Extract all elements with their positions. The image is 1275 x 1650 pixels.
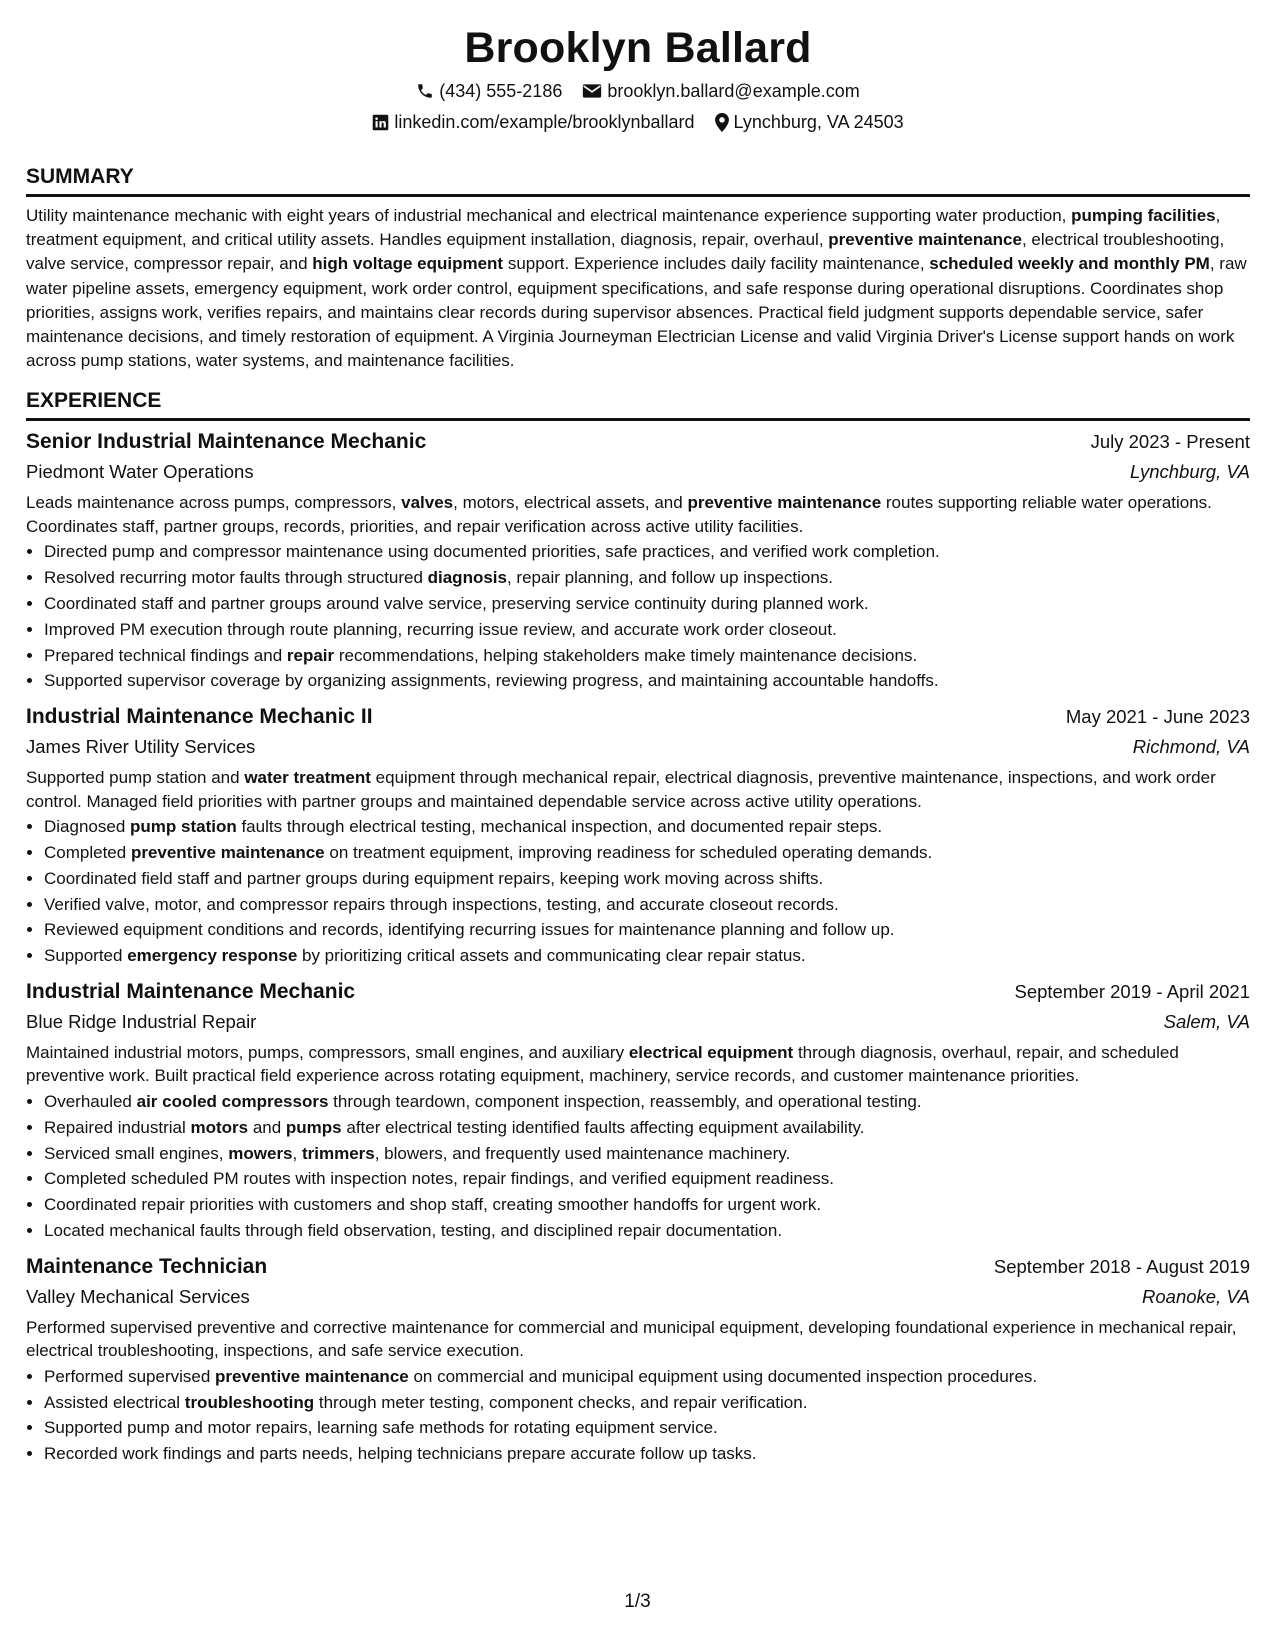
job-bullet-text: Completed scheduled PM routes with inspection notes, repair findings, and verified equipment readiness.: [44, 1169, 835, 1189]
job-dates: September 2019 - April 2021: [1014, 980, 1250, 1002]
job-bullet-text: Resolved recurring motor faults through structured: [44, 568, 428, 588]
job-location: Roanoke, VA: [1142, 1285, 1250, 1307]
envelope-icon: [582, 83, 602, 99]
job-location: Richmond, VA: [1132, 736, 1250, 758]
job-bullets: [26, 814, 1250, 969]
job-company: James River Utility Services: [26, 736, 256, 758]
job-bullet-text: Coordinated field staff and partner groups during equipment repairs, keeping work moving across shifts.: [44, 868, 824, 888]
job-bullet-emphasis: troubleshooting: [184, 1392, 315, 1412]
summary-emphasis: pumping facilities: [1071, 206, 1216, 225]
job-description-emphasis: water treatment: [244, 768, 371, 788]
location-contact: [715, 109, 904, 135]
job-bullet: [44, 917, 1250, 943]
location-text: Lynchburg, VA 24503: [733, 112, 904, 132]
job-description-text: Performed supervised preventive and corrective maintenance for commercial and municipal equipment, developing foundational experience in mechanical repair, electrical troubleshooting, inspections, and safe service execution.: [26, 1317, 1237, 1361]
summary-text: , treatment equipment, and critical utility assets. Handles equipment installation, diagnosis, repair, overhaul,: [26, 206, 1221, 250]
job-bullet-emphasis: preventive maintenance: [215, 1366, 409, 1386]
candidate-name: Brooklyn Ballard: [464, 24, 812, 72]
summary-text: Utility maintenance mechanic with eight years of industrial mechanical and electrical maintenance experience supporting water production,: [26, 206, 1072, 225]
linkedin-contact[interactable]: [372, 109, 694, 135]
job-description: [26, 1316, 1250, 1363]
job-bullet: [44, 591, 1250, 617]
job-bullet-text: Diagnosed: [44, 817, 131, 837]
job-bullet-text: Directed pump and compressor maintenance using documented priorities, safe practices, and verified work completion.: [44, 542, 940, 562]
job-bullet-text: Supported: [44, 946, 128, 966]
job-subheader: [26, 1282, 1250, 1312]
contact-row-primary: [26, 78, 1250, 104]
job-bullet: [44, 1141, 1250, 1167]
job-bullet: [44, 565, 1250, 591]
job-bullet: [44, 1089, 1250, 1115]
job-bullet-text: Reviewed equipment conditions and records, identifying recurring issues for maintenance planning and follow up.: [44, 920, 895, 940]
job-bullet-emphasis: preventive maintenance: [130, 843, 325, 862]
job-title: Maintenance Technician: [26, 1254, 268, 1278]
job-bullet-text: through meter testing, component checks, and repair verification.: [314, 1392, 808, 1412]
linkedin-text[interactable]: linkedin.com/example/brooklynballard: [394, 112, 695, 132]
contact-row-secondary: [26, 109, 1250, 135]
experience-section: [26, 387, 1250, 1467]
job-bullet-emphasis: mowers: [228, 1143, 293, 1163]
job-bullet-text: ,: [292, 1143, 302, 1163]
job-dates: July 2023 - Present: [1090, 431, 1250, 453]
job-bullet: [44, 866, 1250, 892]
job-description-text: equipment through mechanical repair, electrical diagnosis, preventive maintenance, inspections, and work order control. Managed field priorities with partner groups and maintained dependable service across active utility operations.: [26, 768, 1216, 811]
email-contact[interactable]: [582, 78, 859, 104]
job-bullet-text: Supported pump and motor repairs, learning safe methods for rotating equipment service.: [44, 1418, 718, 1438]
job-bullet-text: Completed: [44, 843, 131, 862]
job-bullet: [44, 943, 1250, 969]
job-bullet-text: Repaired industrial: [44, 1117, 191, 1137]
job-description: [26, 1041, 1250, 1088]
job-bullet-text: Coordinated repair priorities with customers and shop staff, creating smoother handoffs for urgent work.: [44, 1195, 822, 1215]
job-subheader: [26, 457, 1250, 487]
job-bullet-text: Verified valve, motor, and compressor repairs through inspections, testing, and accurate closeout records.: [44, 894, 839, 914]
job-description-text: Leads maintenance across pumps, compressors,: [26, 493, 402, 513]
job-bullet: [44, 1115, 1250, 1141]
summary-emphasis: preventive maintenance: [828, 230, 1022, 250]
job-bullet-text: Assisted electrical: [44, 1392, 185, 1412]
job-bullet: [44, 1166, 1250, 1192]
job-bullet-text: Located mechanical faults through field observation, testing, and disciplined repair documentation.: [44, 1220, 783, 1240]
job-title: Industrial Maintenance Mechanic II: [26, 705, 373, 729]
job-bullet-emphasis: trimmers: [301, 1143, 375, 1163]
job-bullet: [44, 1415, 1250, 1441]
job-bullet-text: recommendations, helping stakeholders make timely maintenance decisions.: [334, 645, 918, 665]
job-bullet-text: and: [248, 1117, 286, 1137]
job-description-text: routes supporting reliable water operations. Coordinates staff, partner groups, records, priorities, and repair verification across active utility facilities.: [26, 493, 1212, 536]
job-bullet-emphasis: diagnosis: [427, 568, 507, 588]
job-description-emphasis: electrical equipment: [628, 1042, 794, 1062]
linkedin-icon: [372, 114, 389, 131]
job-bullet: [44, 668, 1250, 694]
job-bullet-text: Coordinated staff and partner groups around valve service, preserving service continuity during planned work.: [44, 594, 869, 614]
job-dates: September 2018 - August 2019: [993, 1255, 1250, 1277]
job-bullet-text: faults through electrical testing, mechanical inspection, and documented repair steps.: [236, 817, 883, 837]
page-indicator: 1/3: [624, 1591, 651, 1612]
job-bullet: [44, 539, 1250, 565]
summary-text: , electrical troubleshooting, valve service, compressor repair, and: [26, 230, 1225, 274]
job-location: Salem, VA: [1163, 1010, 1250, 1032]
phone-icon: [416, 82, 434, 100]
job-bullet: [44, 1364, 1250, 1390]
job-description-text: Maintained industrial motors, pumps, compressors, small engines, and auxiliary: [26, 1042, 629, 1062]
experience-heading: EXPERIENCE: [26, 387, 1250, 421]
resume-page: [26, 22, 1250, 1467]
job-dates: May 2021 - June 2023: [1065, 706, 1250, 728]
job-bullet-text: on treatment equipment, improving readiness for scheduled operating demands.: [324, 843, 933, 862]
phone-contact: [416, 78, 562, 104]
job-company: Blue Ridge Industrial Repair: [26, 1010, 257, 1032]
job-company: Piedmont Water Operations: [26, 461, 254, 483]
job-header: [26, 427, 1250, 457]
job-subheader: [26, 1007, 1250, 1037]
job-bullet-text: Improved PM execution through route planning, recurring issue review, and accurate work order closeout.: [44, 619, 837, 639]
job-bullets: [26, 539, 1250, 694]
job-bullet-emphasis: repair: [286, 645, 335, 665]
job-location: Lynchburg, VA: [1130, 461, 1250, 483]
job-bullet-emphasis: pumps: [285, 1117, 342, 1137]
job-bullet-text: by prioritizing critical assets and communicating clear repair status.: [297, 946, 806, 966]
job-description-text: Supported pump station and: [26, 768, 245, 788]
job-company: Valley Mechanical Services: [26, 1285, 250, 1307]
job-bullet: [44, 617, 1250, 643]
job-description-text: through diagnosis, overhaul, repair, and scheduled preventive work. Built practical field experience across rotating equipment, machinery, service records, and customer maintenance priorities.: [26, 1042, 1179, 1086]
job-entry: [26, 702, 1250, 969]
job-bullet: [44, 892, 1250, 918]
job-bullet-text: after electrical testing identified faults affecting equipment availability.: [341, 1117, 865, 1137]
email-text[interactable]: brooklyn.ballard@example.com: [607, 81, 860, 101]
job-entry: [26, 977, 1250, 1244]
job-bullet: [44, 1218, 1250, 1244]
job-bullet-text: Overhauled: [44, 1091, 137, 1111]
summary-text: , raw water pipeline assets, emergency equipment, work order control, equipment specifications, and safe response during operational disruptions. Coordinates shop priorities, assigns work, verifies repairs, and maintains clear records during supervisor absences. Practical field judgment supports dependable service, safer maintenance decisions, and timely restoration of equipment. A Virginia Journeyman Electrician License and valid Virginia Driver's License support hands on work across pump stations, water systems, and maintenance facilities.: [26, 254, 1247, 371]
job-bullets: [26, 1364, 1250, 1467]
summary-text: support. Experience includes daily facility maintenance,: [503, 254, 930, 274]
summary-heading: SUMMARY: [26, 163, 1250, 197]
job-bullet: [44, 1192, 1250, 1218]
job-title: Senior Industrial Maintenance Mechanic: [26, 430, 427, 454]
job-bullet: [44, 840, 1250, 866]
job-header: [26, 977, 1250, 1007]
job-bullet: [44, 1441, 1250, 1467]
job-bullet-emphasis: pump station: [130, 817, 237, 837]
job-description: [26, 491, 1250, 538]
map-pin-icon: [715, 113, 729, 132]
phone-text: (434) 555-2186: [439, 81, 563, 101]
job-entry: [26, 1252, 1250, 1467]
job-bullet-text: , repair planning, and follow up inspections.: [506, 568, 834, 588]
job-bullet-text: on commercial and municipal equipment using documented inspection procedures.: [408, 1366, 1038, 1386]
summary-emphasis: high voltage equipment: [312, 254, 504, 274]
job-bullet-text: through teardown, component inspection, reassembly, and operational testing.: [328, 1091, 922, 1111]
job-title: Industrial Maintenance Mechanic: [26, 979, 356, 1003]
job-bullets: [26, 1089, 1250, 1244]
experience-list: [26, 427, 1250, 1467]
job-description-emphasis: valves: [401, 493, 454, 513]
job-bullet: [44, 1390, 1250, 1416]
job-bullet-emphasis: emergency response: [127, 946, 298, 966]
job-bullet-emphasis: air cooled compressors: [136, 1091, 329, 1111]
job-bullet-text: Performed supervised: [44, 1366, 216, 1386]
job-bullet-text: Serviced small engines,: [44, 1143, 229, 1163]
job-description: [26, 766, 1250, 813]
job-subheader: [26, 732, 1250, 762]
job-entry: [26, 427, 1250, 694]
job-bullet-text: Supported supervisor coverage by organizing assignments, reviewing progress, and maintaining accountable handoffs.: [44, 671, 939, 691]
job-description-text: , motors, electrical assets, and: [453, 493, 688, 513]
job-bullet-emphasis: motors: [190, 1117, 249, 1137]
summary-emphasis: scheduled weekly and monthly PM: [929, 254, 1210, 274]
job-header: [26, 1252, 1250, 1282]
job-bullet: [44, 643, 1250, 669]
job-bullet-text: Recorded work findings and parts needs, helping technicians prepare accurate follow up tasks.: [44, 1444, 757, 1464]
job-bullet-text: Prepared technical findings and: [44, 645, 287, 665]
job-bullet: [44, 814, 1250, 840]
job-bullet-text: , blowers, and frequently used maintenance machinery.: [374, 1143, 791, 1163]
summary-section: [26, 163, 1250, 373]
job-header: [26, 702, 1250, 732]
job-description-emphasis: preventive maintenance: [687, 493, 882, 513]
summary-text: [26, 204, 1250, 373]
